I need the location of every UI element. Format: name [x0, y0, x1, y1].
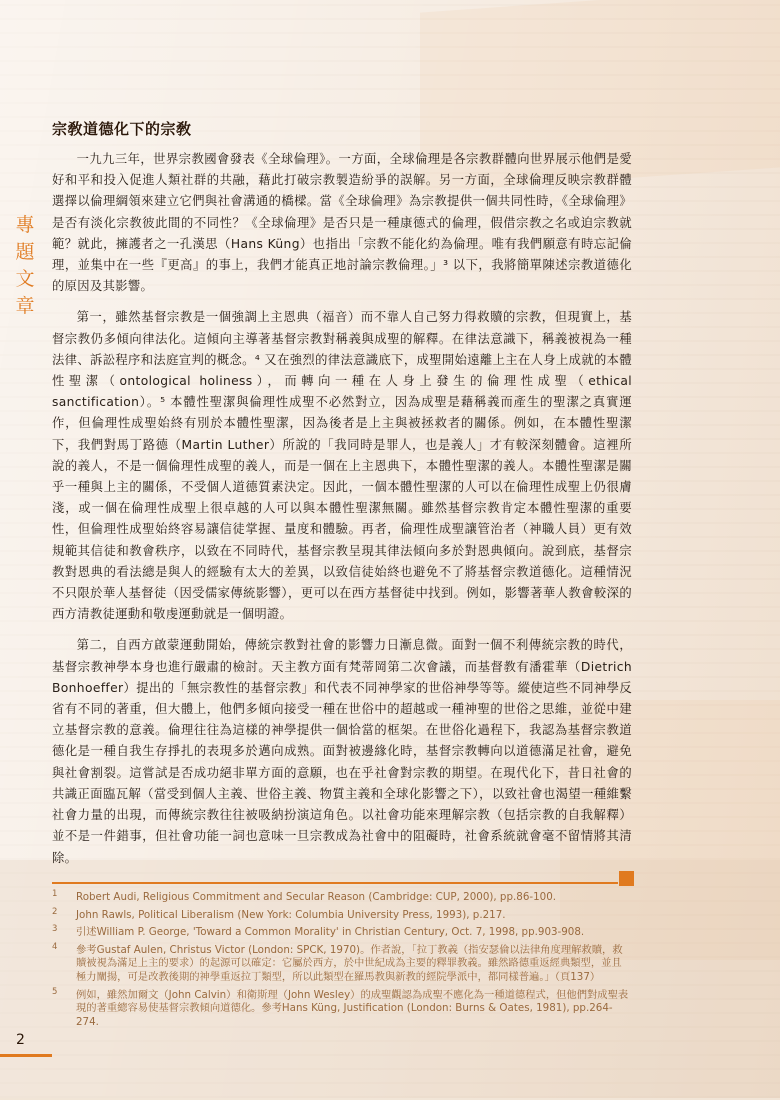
footnote	[52, 891, 632, 905]
footnote-text: 引述William P. George, 'Toward a Common Morality' in Christian Century, Oct. 7, 1998, pp.903-908.	[76, 926, 585, 939]
footnote-text: John Rawls, Political Liberalism (New York: Columbia University Press, 1993), p.217.	[76, 908, 506, 921]
footnote	[52, 986, 632, 1030]
footnote-text: 參考Gustaf Aulen, Christus Victor (London: SPCK, 1970)。作者說，「拉丁教義（指安瑟倫以法律角度理解救贖，救贖被視為滿足上主的要求）的起源可以確定：它屬於西方，於中世紀成為主要的釋罪教義。雖然路德重返經典類型，並且極力闡揚，可是改教後期的神學重返拉丁類型，所以此類型在羅馬教與新教的經院學派中，都同樣普遍。」（頁137）	[76, 943, 623, 983]
footnote-number: 1	[52, 889, 58, 899]
footnote-number: 4	[52, 941, 58, 952]
section-side-tag	[12, 212, 38, 320]
footnote-text: Robert Audi, Religious Commitment and Secular Reason (Cambridge: CUP, 2000), pp.86-100.	[76, 891, 557, 903]
side-tag-char: 專	[15, 214, 35, 236]
footnote	[52, 906, 632, 923]
footnote-number: 3	[52, 924, 58, 935]
footnote-divider	[52, 871, 634, 886]
divider-line	[52, 882, 618, 884]
side-tag-char: 章	[15, 295, 35, 317]
paragraph: 一九九三年，世界宗教國會發表《全球倫理》。一方面，全球倫理是各宗教群體向世界展示他們是愛好和平和投入促進人類社群的共融，藉此打破宗教製造紛爭的誤解。另一方面，全球倫理反映宗教群體選擇以倫理綱領來建立它們與社會溝通的橋樑。當《全球倫理》為宗教提供一個共同性時，《全球倫理》是否有淡化宗教彼此間的不同性？《全球倫理》是否只是一種康德式的倫理，假借宗教之名或迫宗教就範？就此，擁護者之一孔漢思（Hans Küng）也指出「宗教不能化約為倫理。唯有我們願意有時忘記倫理，並集中在一些『更高』的事上，我們才能真正地討論宗教倫理。」³ 以下，我將簡單陳述宗教道德化的原因及其影響。	[52, 152, 632, 294]
divider-square	[619, 871, 634, 886]
article-body	[52, 149, 632, 879]
footnote	[52, 941, 632, 985]
page-title: 宗敎道德化下的宗敎	[52, 120, 192, 138]
footnote-number: 5	[52, 986, 58, 997]
footnote-text: 例如，雖然加爾文（John Calvin）和衛斯理（John Wesley）的成聖觀認為成聖不應化為一種道德程式，但他們對成聖表現的著重總容易使基督宗教傾向道德化。參考Hans Küng, Justification (London: Burns & Oates, 1981), pp.264-274.	[76, 988, 629, 1028]
side-tag-char: 文	[15, 268, 35, 290]
page-number-bar	[0, 1054, 52, 1057]
footnotes	[52, 891, 632, 1033]
page-number: 2	[16, 1032, 25, 1048]
paragraph: 第二，自西方啟蒙運動開始，傳統宗教對社會的影響力日漸息微。面對一個不利傳統宗教的時代，基督宗教神學本身也進行嚴肅的檢討。天主教方面有梵蒂岡第二次會議，而基督教有潘霍華（Dietrich Bonhoeffer）提出的「無宗教性的基督宗教」和代表不同神學家的世俗神學等等。縱使這些不同神學反省有不同的著重，但大體上，他們多傾向接受一種在世俗中的超越或一種神聖的世俗之思維，並從中建立基督宗教的意義。倫理往往為這樣的神學提供一個恰當的框架。在世俗化過程下，我認為基督宗教道德化是一種自我生存掙扎的表現多於邁向成熟。面對被邊緣化時，基督宗教轉向以道德滿足社會，避免與社會割裂。這嘗試是否成功絕非單方面的意願，也在乎社會對宗教的期望。在現代化下，昔日社會的共識正面臨瓦解（當受到個人主義、世俗主義、物質主義和全球化影響之下），以致社會也渴望一種維繫社會力量的出現，而傳統宗教往往被吸納扮演這角色。以社會功能來理解宗教（包括宗教的自我解釋）並不是一件錯事，但社會功能一詞也意味一旦宗教成為社會中的阻礙時，社會系統就會毫不留情將其清除。	[52, 638, 632, 865]
paragraph: 第一，雖然基督宗教是一個強調上主恩典（福音）而不靠人自己努力得救贖的宗教，但現實上，基督宗教仍多傾向律法化。這傾向主導著基督宗教對稱義與成聖的解釋。在律法意識下，稱義被視為一種法律、訴訟程序和法庭宣判的概念。⁴ 又在強烈的律法意識底下，成聖開始遠離上主在人身上成就的本體性聖潔（ontological holiness），而轉向一種在人身上發生的倫理性成聖（ethical sanctification）。⁵ 本體性聖潔與倫理性成聖不必然對立，因為成聖是藉稱義而產生的聖潔之真實運作，但倫理性成聖始終有別於本體性聖潔，因為後者是上主與被拯救者的關係。例如，在本體性聖潔下，我們對馬丁路德（Martin Luther）所說的「我同時是罪人，也是義人」才有較深刻體會。這裡所說的義人，不是一個倫理性成聖的義人，而是一個在上主恩典下，本體性聖潔的義人。本體性聖潔是關乎一種與上主的關係，不受個人道德質素決定。因此，一個本體性聖潔的人可以在倫理性成聖上仍很膚淺，或一個在倫理性成聖上很卓越的人可以與本體性聖潔無關。雖然基督宗教肯定本體性聖潔的重要性，但倫理性成聖始終容易讓信徒掌握、量度和體驗。再者，倫理性成聖讓管治者（神職人員）更有效規範其信徒和教會秩序，以致在不同時代，基督宗教呈現其律法傾向多於對恩典傾向。說到底，基督宗教對恩典的看法總是與人的經驗有太大的差異，以致信徒始終也避免不了將基督宗教道德化。這種情況不只限於華人基督徒（因受儒家傳統影響），更可以在西方基督徒中找到。例如，影響著華人教會較深的西方清教徒運動和敬虔運動就是一個明證。	[52, 310, 632, 622]
side-tag-char: 題	[15, 241, 35, 263]
footnote	[52, 926, 632, 940]
footnote-number: 2	[52, 906, 58, 917]
